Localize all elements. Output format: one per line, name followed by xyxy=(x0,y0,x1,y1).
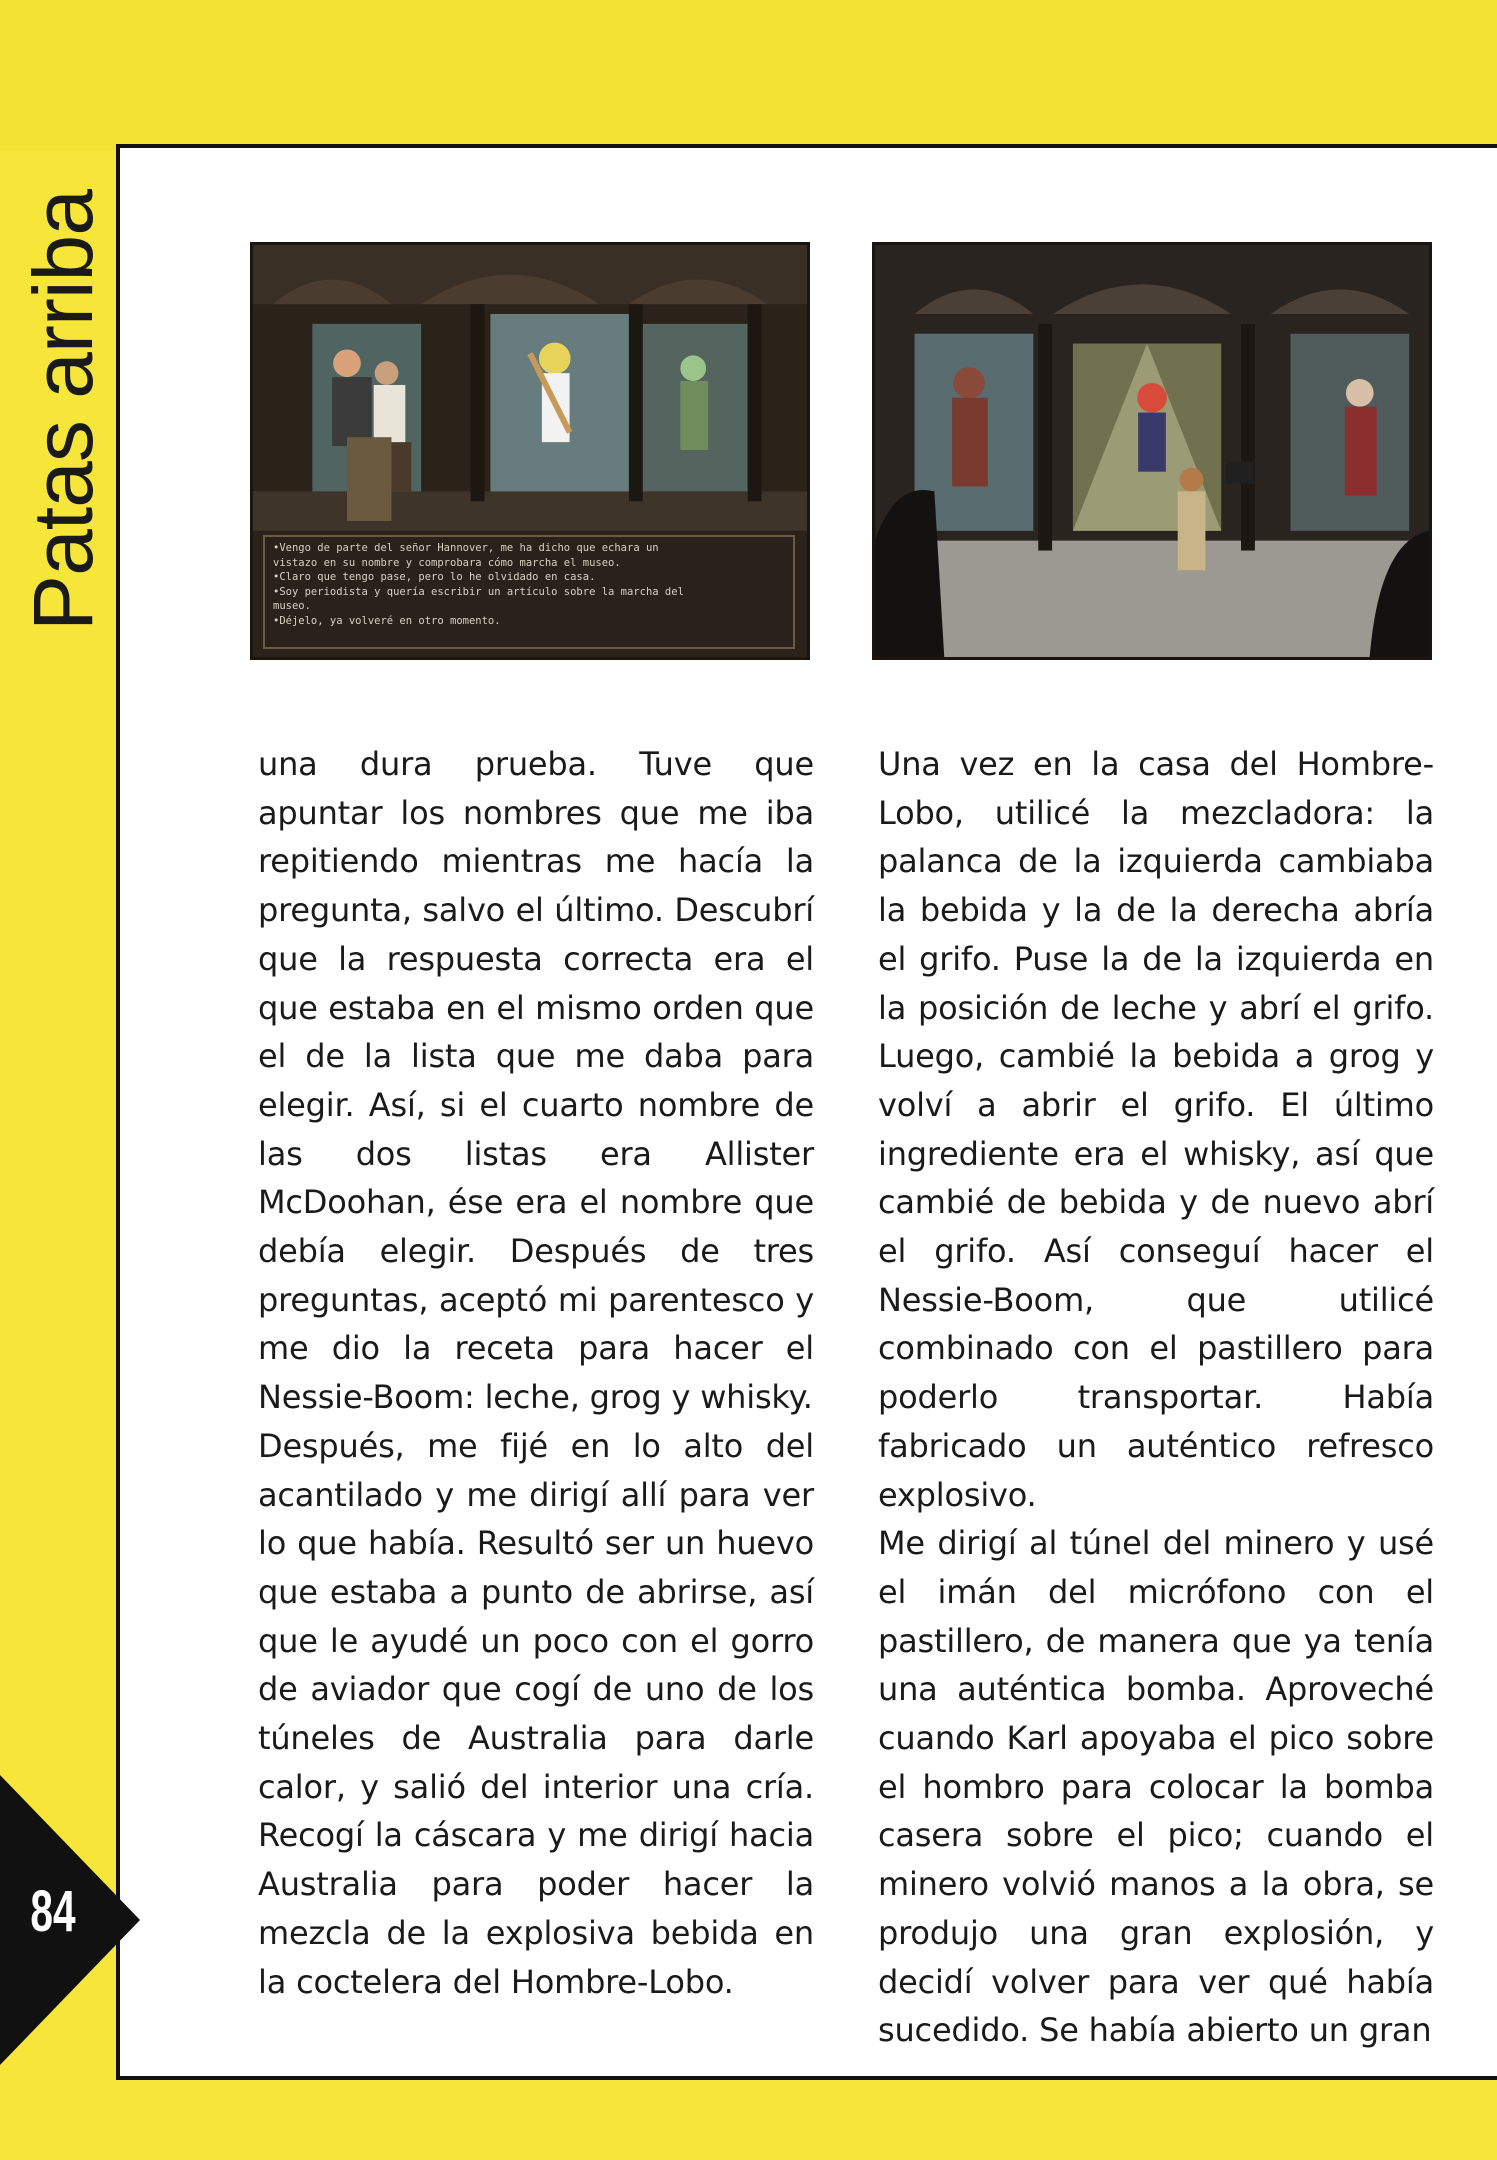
text-column-left xyxy=(258,740,814,2020)
section-title-vertical xyxy=(15,130,110,690)
game-screenshot-museum-hall xyxy=(872,242,1432,660)
museum-hall-illustration xyxy=(875,245,1429,657)
dialog-options-box xyxy=(263,535,795,649)
paragraph: Una vez en la casa del Hombre-Lobo, utilicé la mezcladora: la palanca de la izquierda cambiaba la bebida y la de la derecha abría el grifo. Puse la de la izquierda en la posición de leche y abrí el grifo. Luego, cambié la bebida a grog y volví a abrir el grifo. El último ingrediente era el whisky, así que cambié de bebida y de nuevo abrí el grifo. Así conseguí hacer el Nessie-Boom, que utilicé combinado con el pastillero para poderlo transportar. Había fabricado un auténtico refresco explosivo. xyxy=(878,745,1434,1514)
game-screenshot-museum xyxy=(250,242,810,660)
top-yellow-band xyxy=(0,0,1497,150)
dialog-option: •Claro que tengo pase, pero lo he olvidado en casa. xyxy=(273,571,596,584)
dialog-option: •Vengo de parte del señor Hannover, me ha dicho que echara un xyxy=(273,542,659,554)
text-column-right xyxy=(878,740,1434,2050)
dialog-option: vistazo en su nombre y comprobara cómo marcha el museo. xyxy=(273,556,621,569)
page-number: 84 xyxy=(30,1879,76,1944)
dialog-option: •Déjelo, ya volveré en otro momento. xyxy=(273,614,501,627)
dialog-option: museo. xyxy=(273,600,311,613)
dialog-option: •Soy periodista y quería escribir un artículo sobre la marcha del xyxy=(273,585,684,598)
paragraph: Me dirigí al túnel del minero y usé el imán del micrófono con el pastillero, de manera que ya tenía una auténtica bomba. Aproveché cuando Karl apoyaba el pico sobre el hombro para colocar la bomba casera sobre el pico; cuando el minero volvió manos a la obra, se produjo una gran explosión, y decidí volver para ver qué había sucedido. Se había abierto un gran xyxy=(878,1524,1434,2050)
paragraph: Después, me fijé en lo alto del acantilado y me dirigí allí para ver lo que había. Resultó ser un huevo que estaba a punto de abrirse, así que le ayudé un poco con el gorro de aviador que cogí de uno de los túneles de Australia para darle calor, y salió del interior una cría. Recogí la cáscara y me dirigí hacia Australia para poder hacer la mezcla de la explosiva bebida en la coctelera del Hombre-Lobo. xyxy=(258,1426,814,2001)
section-title: Patas arriba xyxy=(15,189,110,631)
paragraph: una dura prueba. Tuve que apuntar los nombres que me iba repitiendo mientras me hacía la pregunta, salvo el último. Descubrí que la respuesta correcta era el que estaba en el mismo orden que el de la lista que me daba para elegir. Así, si el cuarto nombre de las dos listas era Allister McDoohan, ése era el nombre que debía elegir. Después de tres preguntas, aceptó mi parentesco y me dio la receta para hacer el Nessie-Boom: leche, grog y whisky. xyxy=(258,745,814,1417)
